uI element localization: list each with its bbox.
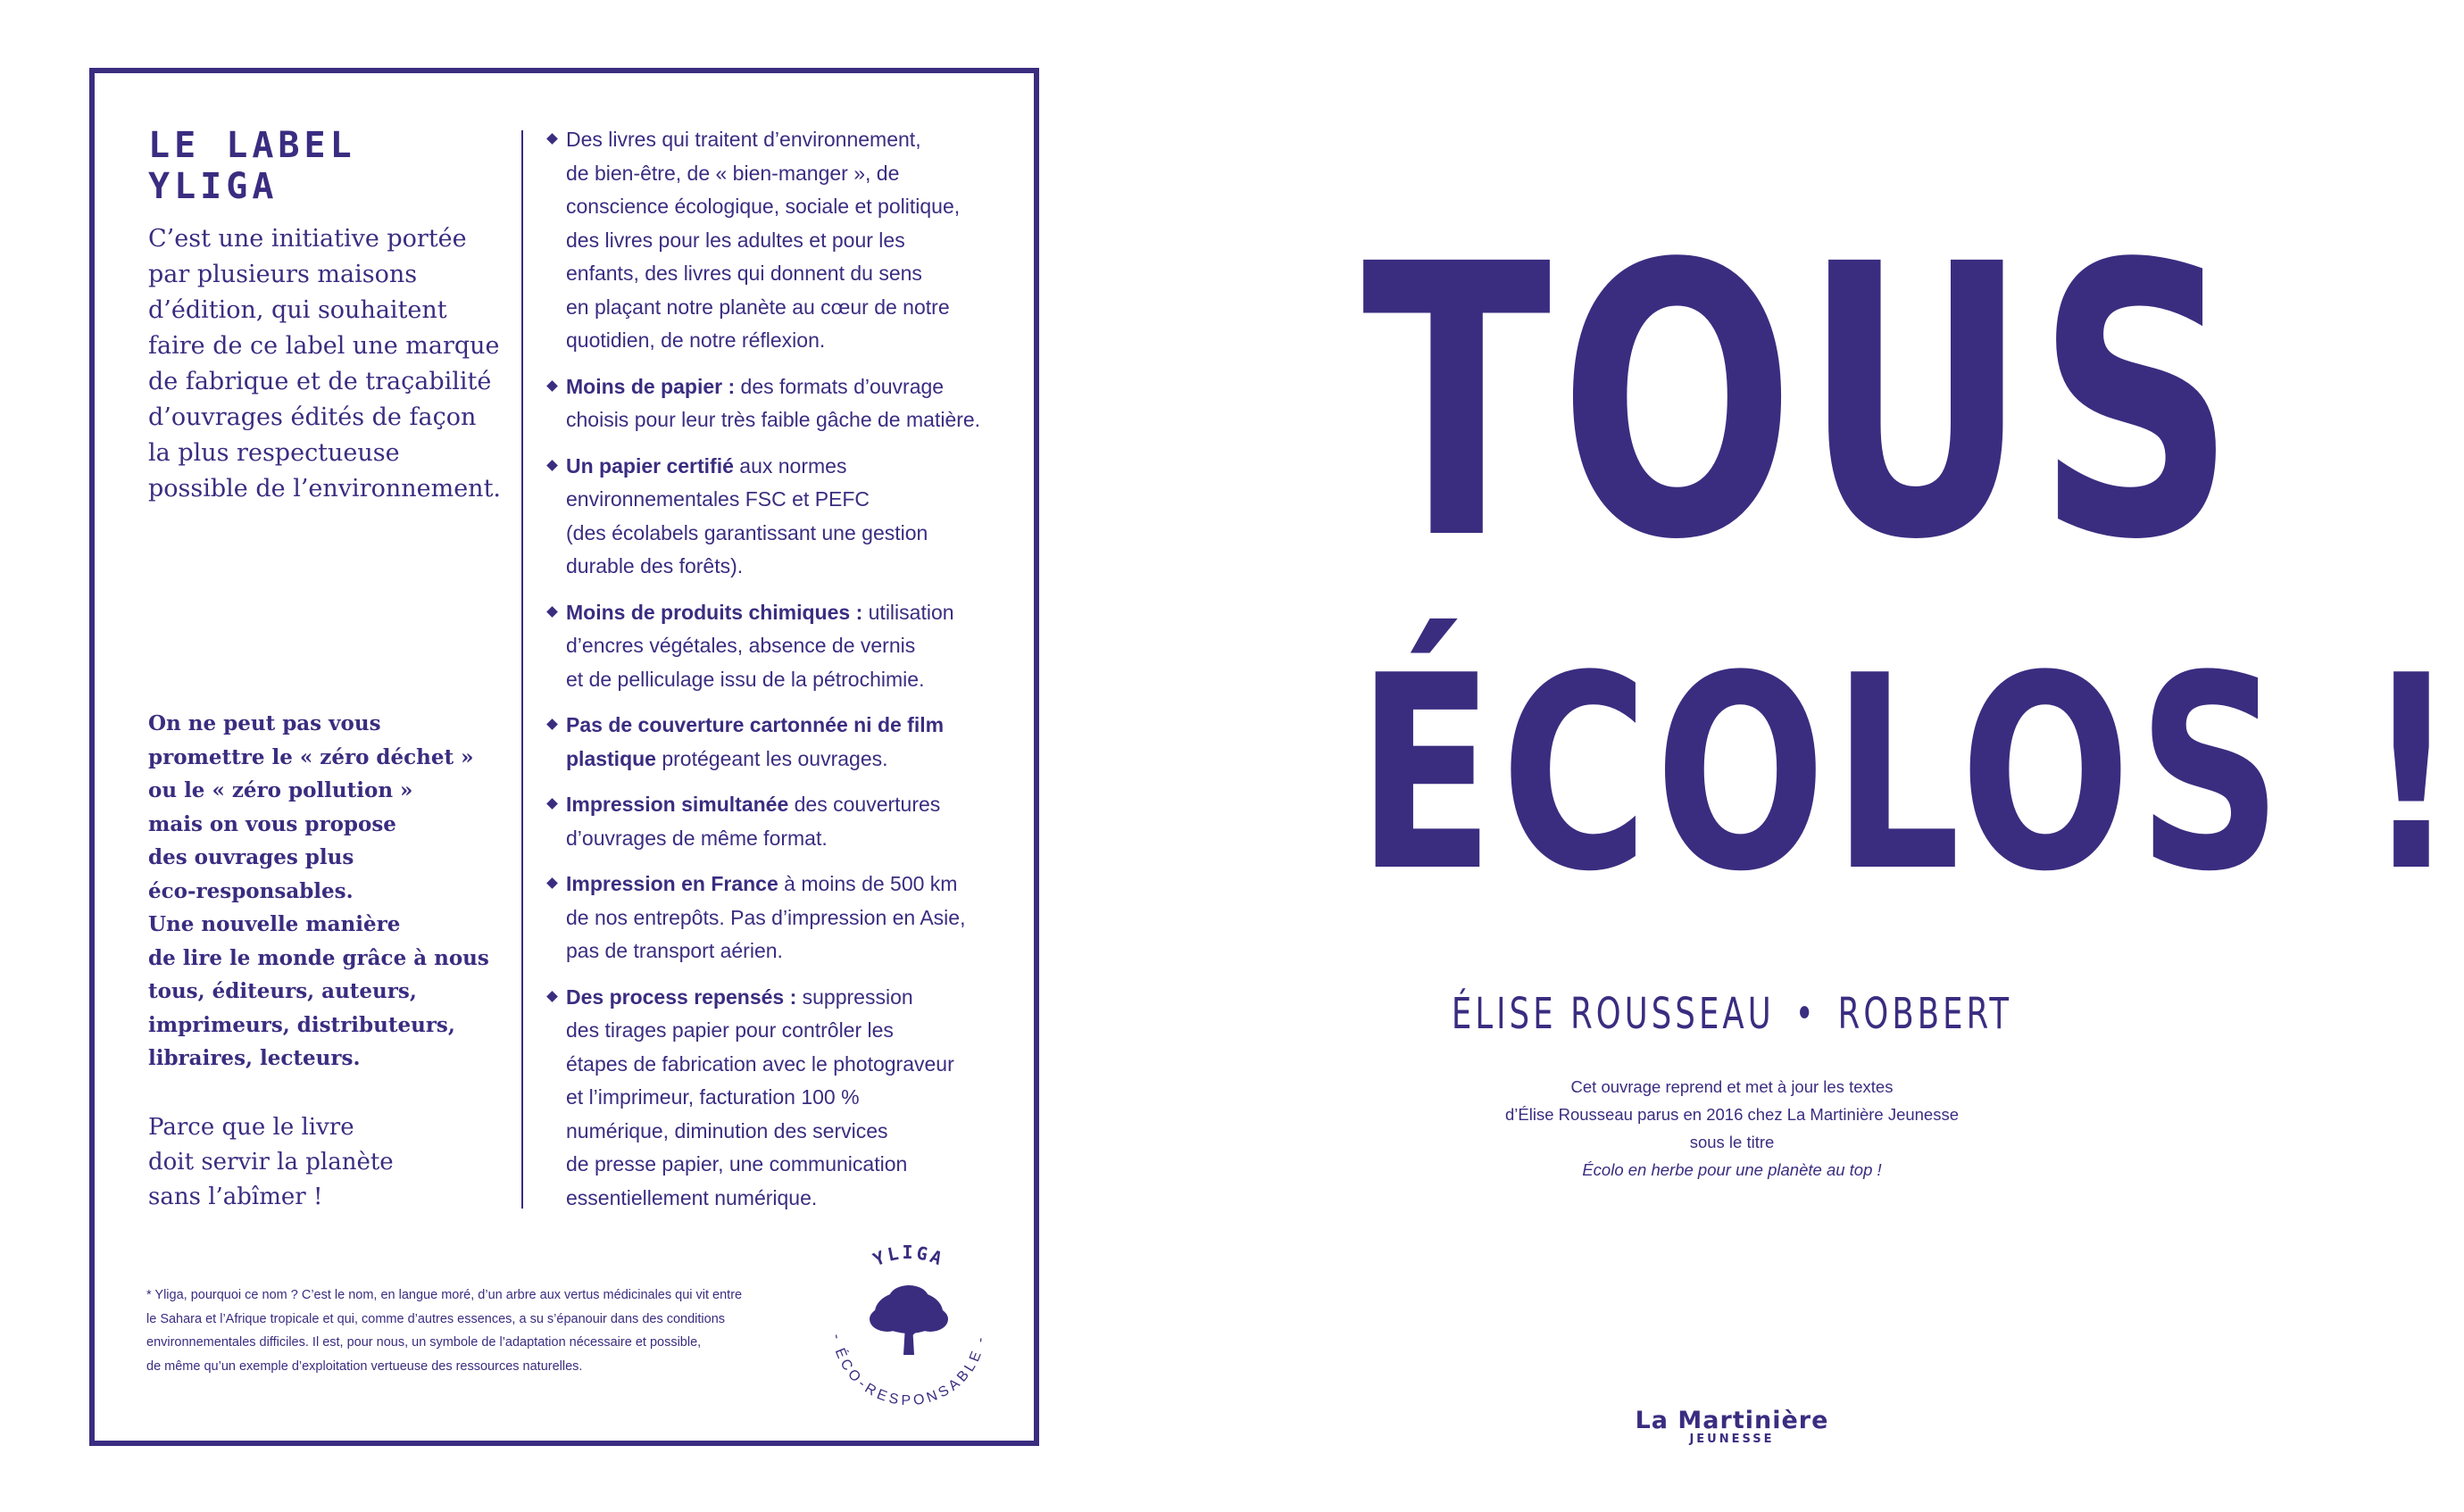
list-item: Des process repensés : suppression des tirages papier pour contrôler les étapes de fabrication avec le photograveur et l’imprimeur, facturation 100 % numérique, diminution des services de presse papier, une communication essentiellement numérique. [548,981,1012,1216]
bullet-diamond-icon [546,798,558,810]
publisher-logo: La Martinière JEUNESSE [1635,1407,1829,1446]
seal-ring-text: - ÉCO-RESPONSABLE - [828,1333,989,1409]
book-title [1232,186,2464,935]
list-item: Moins de papier : des formats d’ouvrage choisis pour leur très faible gâche de matière. [548,370,1012,437]
commitments-list [548,123,1012,1227]
yliga-eco-seal [820,1230,998,1426]
bullet-diamond-icon [546,991,558,1002]
list-item: Impression simultanée des couvertures d’ouvrages de même format. [548,788,1012,855]
label-closing: Parce que le livre doit servir la planète sans l’abîmer ! [148,1114,394,1210]
list-item: Pas de couverture cartonnée ni de film plastique protégeant les ouvrages. [548,709,1012,776]
label-title: LE LABEL YLIGA [148,125,356,207]
list-item: Des livres qui traitent d’environnement, de bien-être, de « bien-manger », de conscience écologique, sociale et politique, des livres pour les adultes et pour les enfants, des livres qui donnent du sens en plaçant notre planète au cœur de notre quotidien, de notre réflexion. [548,123,1012,358]
label-promise: On ne peut pas vous promettre le « zéro déchet » ou le « zéro pollution » mais on vous propose des ouvrages plus éco-responsables. Une nouvelle manière de lire le monde grâce à nous tous, éditeurs, auteurs, imprimeurs, distributeurs, libraires, lecteurs. [148,711,489,1070]
bullet-diamond-icon [546,460,558,471]
bullet-diamond-icon [546,719,558,730]
author-separator: • [1794,989,1818,1039]
edition-credit: Cet ouvrage reprend et met à jour les textes d’Élise Rousseau parus en 2016 chez La Martinière Jeunesse sous le titre Écolo en herbe pour une planète au top ! [1504,1077,1960,1179]
list-item: Moins de produits chimiques : utilisation d’encres végétales, absence de vernis et de pelliculage issu de la pétrochimie. [548,596,1012,697]
bullet-diamond-icon [546,133,558,145]
label-intro: C’est une initiative portée par plusieurs maisons d’édition, qui souhaitent faire de ce label une marque de fabrique et de traçabilité d’ouvrages édités de façon la plus respectueuse possible de l’environnement. [148,225,502,503]
tree-icon [870,1285,948,1355]
book-authors [1439,989,2025,1039]
list-item: Un papier certifié aux normes environnementales FSC et PEFC (des écolabels garantissant une gestion durable des forêts). [548,450,1012,584]
illustrator-name: ROBBERT [1837,989,2013,1039]
bullet-diamond-icon [546,877,558,889]
column-divider [521,130,523,1209]
bullet-diamond-icon [546,380,558,392]
title-line-1: TOUS [1361,186,2244,622]
seal-top-text: YLIGA [870,1242,948,1271]
bullet-diamond-icon [546,606,558,618]
title-line-2: ÉCOLOS ! [1357,619,2464,930]
list-item: Impression en France à moins de 500 km de nos entrepôts. Pas d’impression en Asie, pas de transport aérien. [548,868,1012,968]
yliga-footnote: * Yliga, pourquoi ce nom ? C’est le nom, en langue moré, d’un arbre aux vertus médicinales qui vit entre le Sahara et l’Afrique tropicale et qui, comme d’autres essences, a su s’épanouir dans des conditions environnementales difficiles. Il est, pour nous, un symbole de l’adaptation nécessaire et possible, de même qu’un exemple d’exploitation vertueuse des ressources naturelles. [146,1288,743,1374]
author-name: ÉLISE ROUSSEAU [1451,989,1775,1039]
